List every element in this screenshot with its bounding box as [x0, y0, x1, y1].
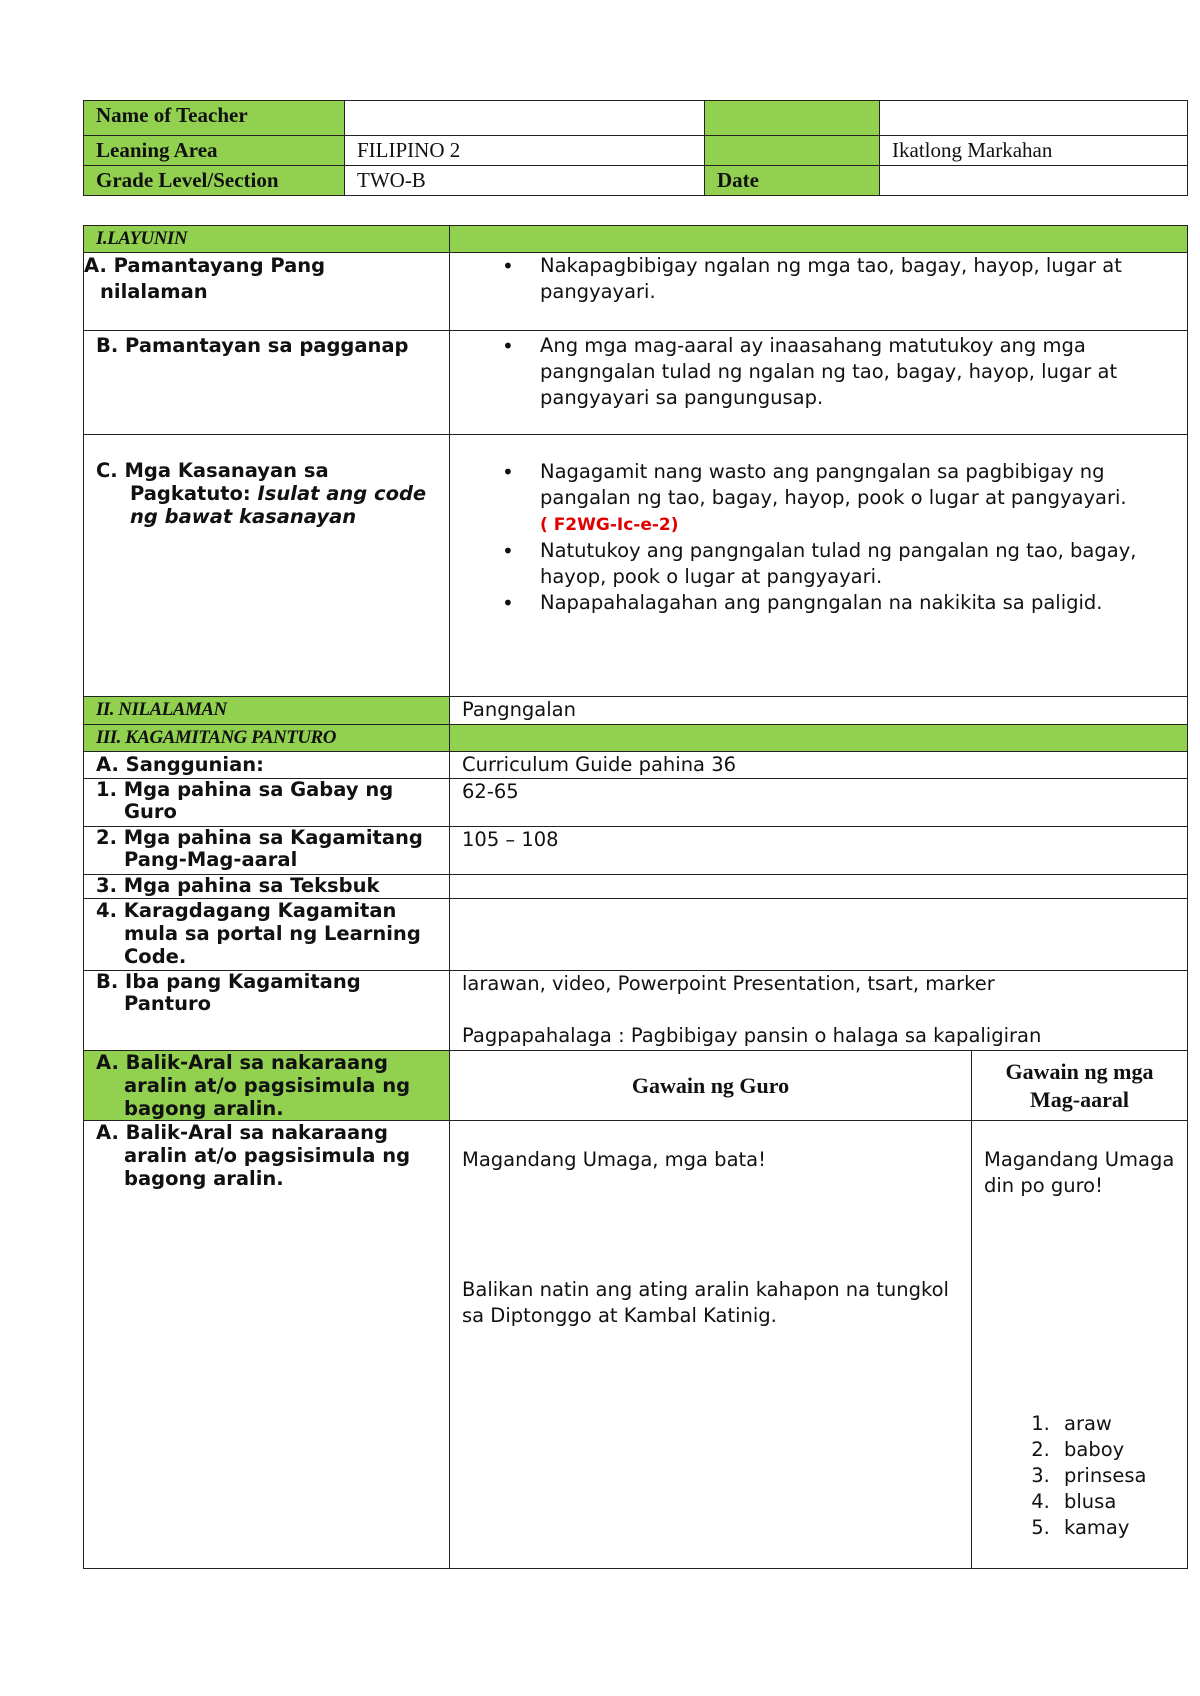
bullet-item: • Nagagamit nang wasto ang pangngalan sa pagbibigay ng pangalan ng tao, bagay, hayop, pook o lugar at pangyayari. ( F2WG-Ic-e-2) — [540, 459, 1175, 538]
iba-value-line-2: Pagpapahalaga : Pagbibigay pansin o halaga sa kapaligiran — [462, 1024, 1042, 1047]
date-value — [880, 166, 1188, 196]
portal-value — [450, 899, 1188, 971]
nilalaman-value: Pangngalan — [450, 697, 1188, 725]
quarter-value: Ikatlong Markahan — [880, 136, 1188, 166]
sanggunian-value: Curriculum Guide pahina 36 — [450, 752, 1188, 779]
balik-aral-label: A. Balik-Aral sa nakaraang aralin at/o pagsisimula ng bagong aralin. — [84, 1121, 450, 1569]
lesson-plan-table — [83, 225, 1188, 1569]
portal-label: 4. Karagdagang Kagamitan mula sa portal ng Learning Code. — [84, 899, 450, 971]
bullet-item: • Napapahalagahan ang pangngalan na nakikita sa paligid. — [540, 590, 1175, 616]
c-label-italic-2: ng bawat kasanayan — [130, 505, 357, 528]
nilalaman-title: II. NILALAMAN — [84, 697, 450, 725]
answer-item: 4. blusa — [1056, 1489, 1175, 1515]
bullet-item: • Natutukoy ang pangngalan tulad ng pangalan ng tao, bagay, hayop, pook o lugar at pangyayari. — [540, 538, 1175, 590]
kagamitang-label: 2. Mga pahina sa Kagamitang Pang-Mag-aaral — [84, 827, 450, 875]
answer-list — [984, 1411, 1175, 1541]
c-label-line-1: C. Mga Kasanayan sa — [96, 459, 329, 482]
guro-greeting: Magandang Umaga, mga bata! — [462, 1148, 766, 1171]
layunin-b-content — [450, 331, 1188, 435]
iba-label: B. Iba pang Kagamitang Panturo — [84, 971, 450, 1051]
magaaral-reply: Magandang Umaga din po guro! — [984, 1148, 1175, 1197]
layunin-a-label: A. Pamantayang Pang nilalaman — [84, 253, 450, 331]
blank-green-cell — [705, 101, 880, 136]
blank-cell — [880, 101, 1188, 136]
header-table — [83, 100, 1188, 196]
teacher-value — [345, 101, 705, 136]
pamamaraan-head-label: A. Balik-Aral sa nakaraang aralin at/o pagsisimula ng bagong aralin. — [84, 1051, 450, 1121]
competency-code: ( F2WG-Ic-e-2) — [540, 515, 679, 535]
date-label: Date — [705, 166, 880, 196]
guro-activity — [450, 1121, 972, 1569]
gabay-value: 62-65 — [450, 779, 1188, 827]
layunin-title: I.LAYUNIN — [84, 226, 450, 253]
kagamitan-title: III. KAGAMITANG PANTURO — [84, 725, 450, 752]
magaaral-activity — [972, 1121, 1188, 1569]
guro-header: Gawain ng Guro — [450, 1051, 972, 1121]
layunin-c-content — [450, 435, 1188, 697]
iba-value — [450, 971, 1188, 1051]
iba-value-line-1: larawan, video, Powerpoint Presentation, tsart, marker — [462, 972, 995, 995]
teksbuk-value — [450, 875, 1188, 899]
bullet-item: • Ang mga mag-aaral ay inaasahang matutukoy ang mga pangngalan tulad ng ngalan ng tao, bagay, hayop, lugar at pangyayari sa pangungusap. — [540, 333, 1175, 411]
layunin-b-label: B. Pamantayan sa pagganap — [84, 331, 450, 435]
area-value: FILIPINO 2 — [345, 136, 705, 166]
blank-green-cell — [705, 136, 880, 166]
guro-review: Balikan natin ang ating aralin kahapon na tungkol sa Diptonggo at Kambal Katinig. — [462, 1278, 949, 1327]
grade-label: Grade Level/Section — [84, 166, 345, 196]
teksbuk-label: 3. Mga pahina sa Teksbuk — [84, 875, 450, 899]
layunin-c-label — [84, 435, 450, 697]
gabay-label: 1. Mga pahina sa Gabay ng Guro — [84, 779, 450, 827]
bullet-item: • Nakapagbibigay ngalan ng mga tao, bagay, hayop, lugar at pangyayari. — [540, 253, 1175, 305]
magaaral-header: Gawain ng mga Mag-aaral — [972, 1051, 1188, 1121]
kagamitang-value: 105 – 108 — [450, 827, 1188, 875]
layunin-a-content — [450, 253, 1188, 331]
c-label-italic-1: Isulat ang code — [257, 482, 427, 505]
kagamitan-title-blank — [450, 725, 1188, 752]
answer-item: 1. araw — [1056, 1411, 1175, 1437]
area-label: Leaning Area — [84, 136, 345, 166]
sanggunian-label: A. Sanggunian: — [84, 752, 450, 779]
answer-item: 3. prinsesa — [1056, 1463, 1175, 1489]
answer-item: 2. baboy — [1056, 1437, 1175, 1463]
teacher-label: Name of Teacher — [84, 101, 345, 136]
layunin-title-blank — [450, 226, 1188, 253]
c-label-line-2: Pagkatuto: — [130, 482, 258, 505]
grade-value: TWO-B — [345, 166, 705, 196]
answer-item: 5. kamay — [1056, 1515, 1175, 1541]
